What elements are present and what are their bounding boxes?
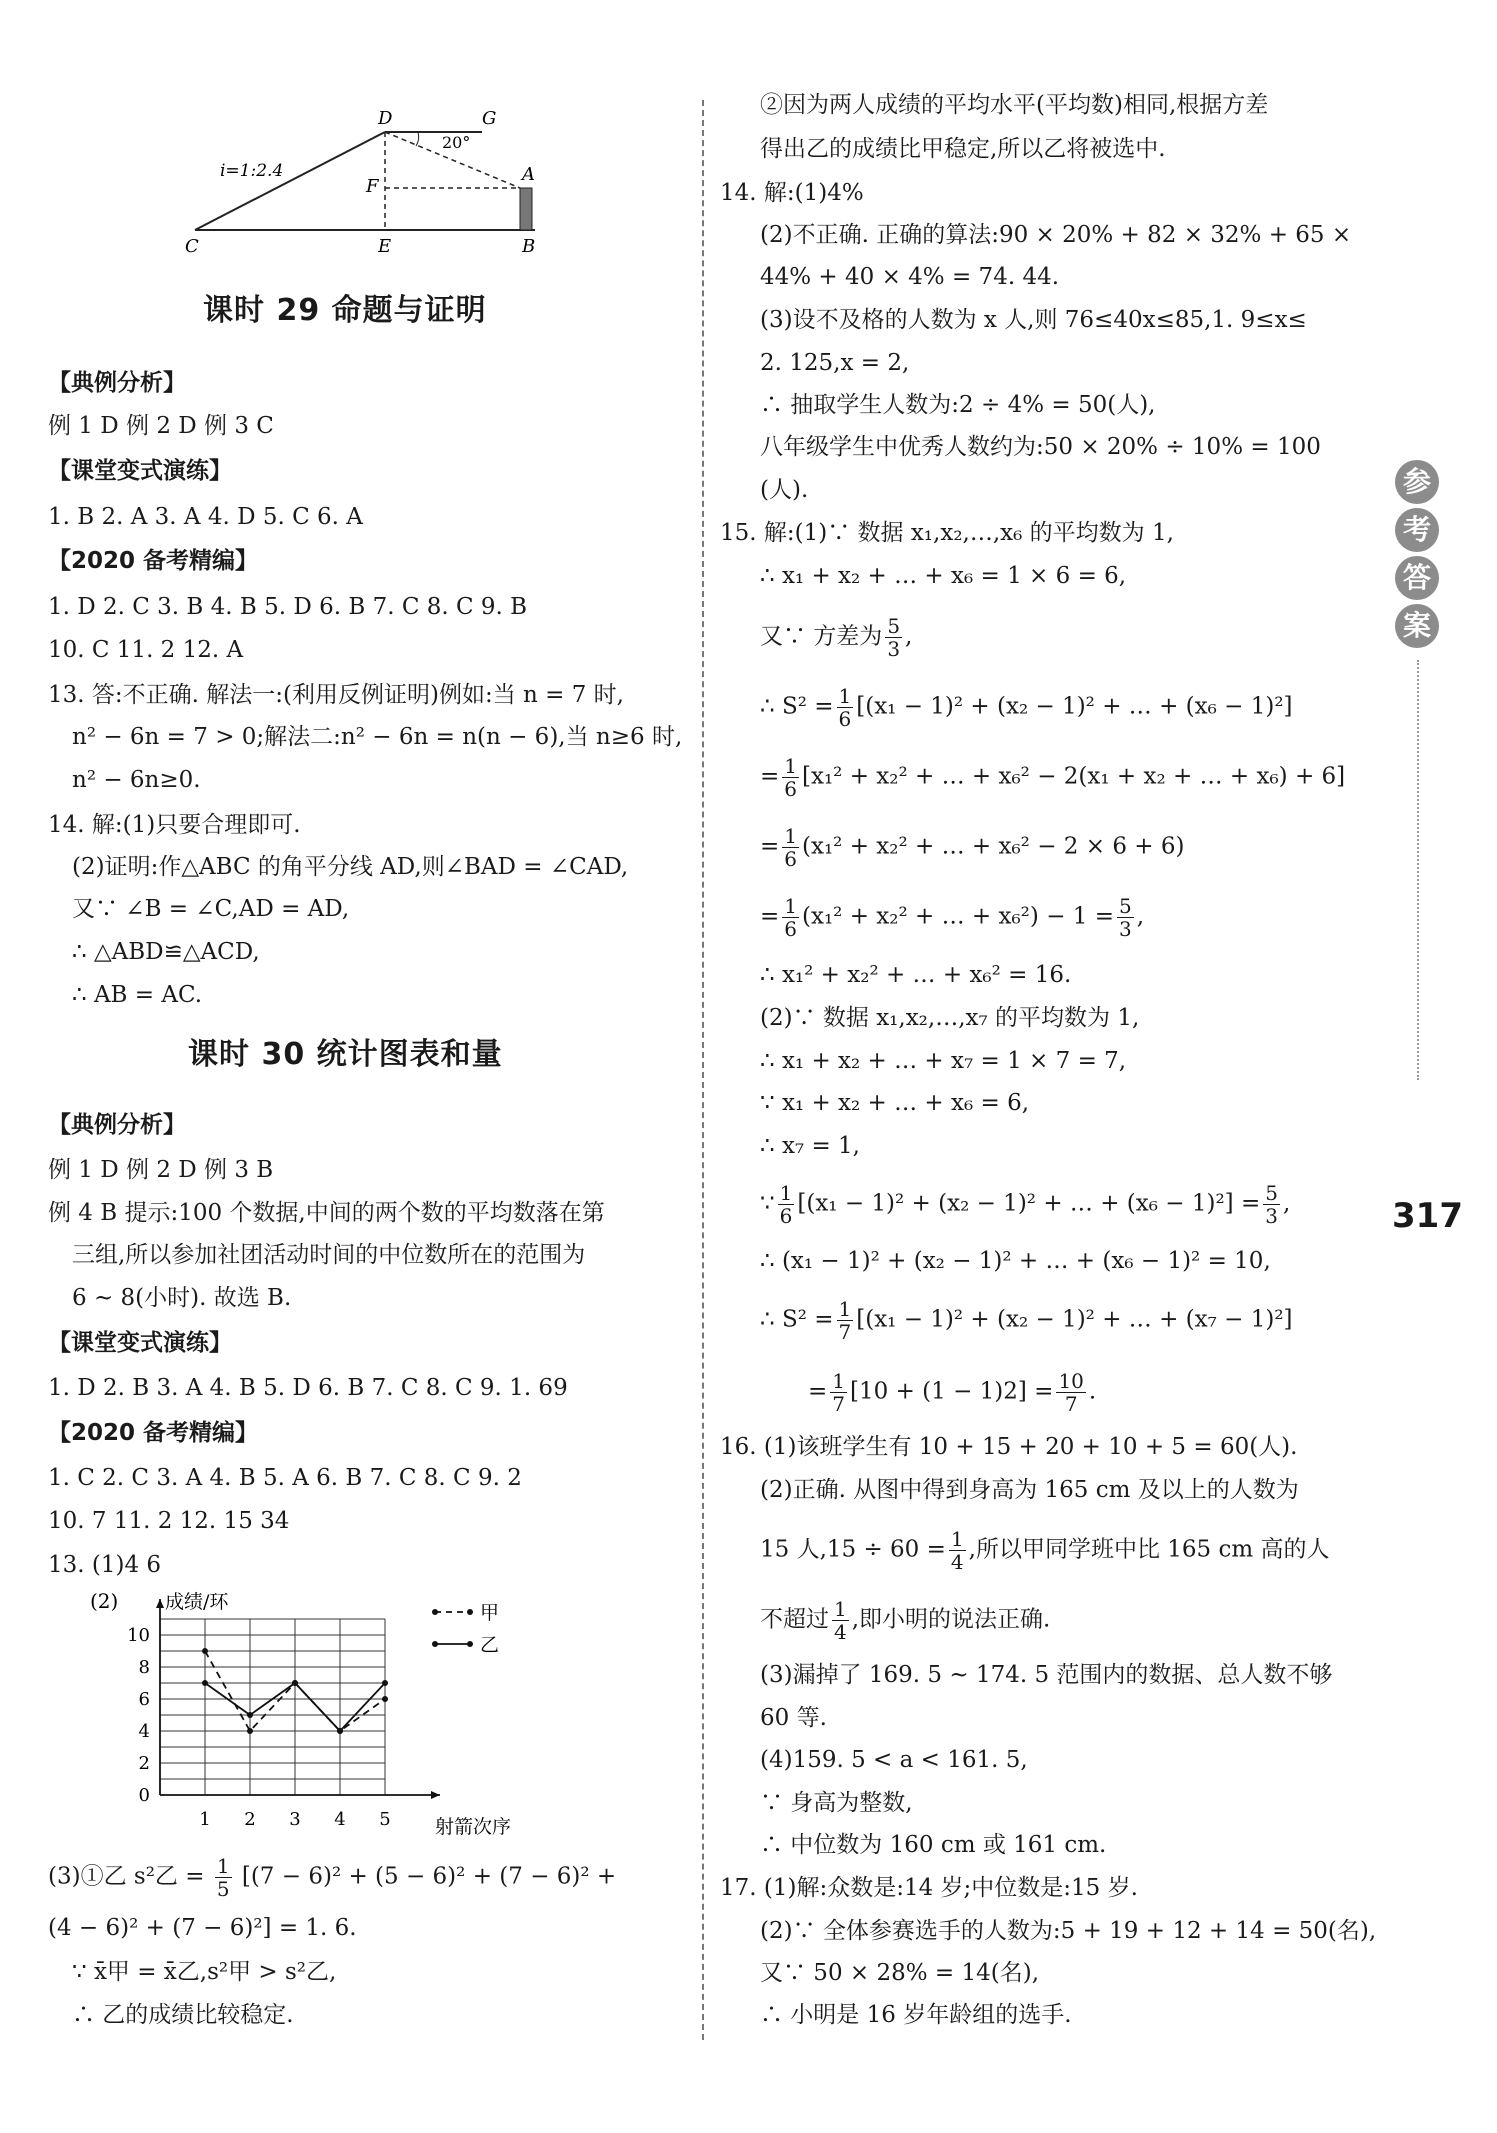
answer-key-tab	[1395, 460, 1447, 652]
answer-line: ∴ S² = $\frac{1}{6}$ [(x₁ − 1)² + (x₂ − 1)² + … + (x₆ − 1)²]	[760, 684, 1293, 731]
answer-line: 不超过 $\frac{1}{4}$ ,即小明的说法正确.	[760, 1597, 1051, 1644]
section-heading: 【课堂变式演练】	[48, 1330, 232, 1356]
answer-line: 1. D 2. C 3. B 4. B 5. D 6. B 7. C 8. C 9. B	[48, 594, 528, 620]
answer-line: (3)①乙 s²乙 = $\frac{1}{5}$ [(7 − 6)² + (5 − 6)² + (7 − 6)² +	[48, 1854, 617, 1901]
fraction: $\frac{5}{3}$	[1119, 894, 1132, 941]
answer-line: ∴ AB = AC.	[72, 982, 203, 1008]
y-axis-label: 成绩/环	[165, 1591, 229, 1613]
answer-line: 1. C 2. C 3. A 4. B 5. A 6. B 7. C 8. C 9. 2	[48, 1465, 522, 1491]
slope-figure	[180, 100, 560, 260]
answer-line: n² − 6n≥0.	[72, 767, 201, 793]
fraction: $\frac{1}{7}$	[838, 1297, 852, 1344]
answer-line: (3)漏掉了 169. 5 ~ 174. 5 范围内的数据、总人数不够	[760, 1662, 1333, 1688]
x-tick-label: 4	[334, 1809, 346, 1830]
answer-line: n² − 6n = 7 > 0;解法二:n² − 6n = n(n − 6),当 n≥6 时,	[72, 724, 683, 750]
tab-dotted-line	[1417, 660, 1419, 1080]
answer-line: 13. 答:不正确. 解法一:(利用反例证明)例如:当 n = 7 时,	[48, 682, 624, 708]
answer-line: 17. (1)解:众数是:14 岁;中位数是:15 岁.	[720, 1875, 1138, 1901]
answer-line: ∴ x₇ = 1,	[760, 1133, 860, 1159]
tab-char: 考	[1395, 508, 1439, 552]
answer-line: 又∵ ∠B = ∠C,AD = AD,	[72, 896, 350, 922]
page-number: 317	[1392, 1196, 1463, 1236]
answer-line: ∴ 抽取学生人数为:2 ÷ 4% = 50(人),	[760, 392, 1156, 418]
answer-line: 60 等.	[760, 1705, 827, 1731]
section-heading: 【典例分析】	[48, 370, 186, 396]
legend-marker	[467, 1641, 473, 1647]
section-heading: 【课堂变式演练】	[48, 458, 232, 484]
answer-line: ∵ x̄甲 = x̄乙,s²甲 > s²乙,	[72, 1959, 337, 1985]
score-line-chart	[80, 1589, 512, 1840]
answer-line: 14. 解:(1)4%	[720, 180, 864, 206]
answer-line: 得出乙的成绩比甲稳定,所以乙将被选中.	[760, 136, 1166, 162]
answer-line: = $\frac{1}{7}$ [10 + (1 − 1)2] = $\frac{10}{7}$ .	[808, 1369, 1097, 1416]
label-A: A	[522, 164, 535, 185]
y-tick-label: 0	[138, 1785, 150, 1806]
x-tick-label: 1	[199, 1809, 211, 1830]
answer-line: 例 1 D 例 2 D 例 3 C	[48, 413, 274, 439]
answer-line: = $\frac{1}{6}$ (x₁² + x₂² + … + x₆²) − 1 = $\frac{5}{3}$ ,	[760, 894, 1145, 941]
fraction: $\frac{1}{4}$	[950, 1527, 964, 1574]
fraction: $\frac{5}{3}$	[887, 614, 901, 661]
label-D: D	[378, 108, 393, 129]
fraction: $\frac{1}{7}$	[832, 1369, 846, 1416]
answer-line: (3)设不及格的人数为 x 人,则 76≤40x≤85,1. 9≤x≤	[760, 307, 1307, 333]
answer-line: 10. 7 11. 2 12. 15 34	[48, 1508, 290, 1534]
answer-line: 1. D 2. B 3. A 4. B 5. D 6. B 7. C 8. C 9. 1. 69	[48, 1375, 568, 1401]
data-point	[202, 1648, 208, 1654]
answer-line: 13. (1)4 6	[48, 1552, 162, 1578]
answer-line: 又∵ 方差为 $\frac{5}{3}$ ,	[760, 614, 913, 661]
data-point	[292, 1680, 298, 1686]
answer-line: 44% + 40 × 4% = 74. 44.	[760, 264, 1060, 290]
fraction: $\frac{1}{6}$	[779, 1181, 793, 1228]
slope-label: i=1:2.4	[220, 161, 284, 181]
data-point	[382, 1680, 388, 1686]
answer-line: (2)不正确. 正确的算法:90 × 20% + 82 × 32% + 65 ×	[760, 222, 1352, 248]
answer-line: ∵ $\frac{1}{6}$ [(x₁ − 1)² + (x₂ − 1)² + … + (x₆ − 1)²] = $\frac{5}{3}$ ,	[760, 1181, 1291, 1228]
answer-line: ∴ 小明是 16 岁年龄组的选手.	[760, 2002, 1072, 2028]
label-F: F	[366, 176, 379, 197]
x-axis-arrow	[431, 1791, 440, 1799]
x-tick-label: 3	[289, 1809, 301, 1830]
tab-char: 答	[1395, 556, 1439, 600]
answer-line: ②因为两人成绩的平均水平(平均数)相同,根据方差	[760, 92, 1269, 118]
answer-line: ∴ S² = $\frac{1}{7}$ [(x₁ − 1)² + (x₂ − 1)² + … + (x₇ − 1)²]	[760, 1297, 1293, 1344]
section-heading: 【典例分析】	[48, 1112, 186, 1138]
y-tick-label: 10	[127, 1625, 150, 1646]
x-tick-label: 2	[244, 1809, 256, 1830]
answer-line: ∴ x₁ + x₂ + … + x₆ = 1 × 6 = 6,	[760, 563, 1127, 589]
answer-line: 三组,所以参加社团活动时间的中位数所在的范围为	[72, 1242, 586, 1268]
data-point	[247, 1712, 253, 1718]
y-tick-label: 6	[138, 1689, 150, 1710]
answer-line: (2)正确. 从图中得到身高为 165 cm 及以上的人数为	[760, 1477, 1299, 1503]
answer-line: ∴ 中位数为 160 cm 或 161 cm.	[760, 1832, 1107, 1858]
legend-label: 乙	[480, 1634, 500, 1656]
answer-line: = $\frac{1}{6}$ (x₁² + x₂² + … + x₆² − 2 × 6 + 6)	[760, 824, 1185, 871]
fraction: $\frac{1}{5}$	[216, 1854, 230, 1901]
answer-line: 16. (1)该班学生有 10 + 15 + 20 + 10 + 5 = 60(人).	[720, 1434, 1298, 1460]
answer-line: 2. 125,x = 2,	[760, 350, 910, 376]
data-point	[382, 1696, 388, 1702]
answer-line: 八年级学生中优秀人数约为:50 × 20% ÷ 10% = 100	[760, 434, 1321, 460]
answer-line: (4)159. 5 < a < 161. 5,	[760, 1747, 1028, 1773]
label-C: C	[185, 236, 199, 257]
answer-line: 又∵ 50 × 28% = 14(名),	[760, 1960, 1040, 1986]
y-tick-label: 4	[138, 1721, 150, 1742]
fraction: $\frac{1}{6}$	[784, 824, 798, 871]
chart-part-label: (2)	[90, 1589, 119, 1613]
answer-line: 例 1 D 例 2 D 例 3 B	[48, 1157, 274, 1183]
fraction: $\frac{10}{7}$	[1058, 1369, 1084, 1416]
lesson30-title: 课时 30 统计图表和量	[188, 1037, 503, 1072]
answer-line: ∴ x₁ + x₂ + … + x₇ = 1 × 7 = 7,	[760, 1048, 1127, 1074]
answer-line: ∵ x₁ + x₂ + … + x₆ = 6,	[760, 1090, 1030, 1116]
answer-line: 例 4 B 提示:100 个数据,中间的两个数的平均数落在第	[48, 1200, 605, 1226]
fraction: $\frac{5}{3}$	[1265, 1181, 1278, 1228]
section-heading: 【2020 备考精编】	[48, 1420, 259, 1446]
answer-line: 10. C 11. 2 12. A	[48, 637, 244, 663]
fraction: $\frac{1}{4}$	[834, 1597, 847, 1644]
legend-marker	[432, 1609, 438, 1615]
y-tick-label: 2	[138, 1753, 150, 1774]
answer-line: 14. 解:(1)只要合理即可.	[48, 812, 301, 838]
answer-line: (2)证明:作△ABC 的角平分线 AD,则∠BAD = ∠CAD,	[72, 854, 629, 880]
answer-line: (2)∵ 数据 x₁,x₂,…,x₇ 的平均数为 1,	[760, 1005, 1140, 1031]
answer-line: 1. B 2. A 3. A 4. D 5. C 6. A	[48, 504, 363, 530]
section-heading: 【2020 备考精编】	[48, 548, 259, 574]
label-G: G	[482, 108, 497, 129]
column-divider	[702, 100, 704, 2040]
x-axis-label: 射箭次序	[435, 1816, 512, 1838]
tab-char: 案	[1395, 604, 1439, 648]
fraction: $\frac{1}{6}$	[784, 894, 798, 941]
answer-line: ∴ (x₁ − 1)² + (x₂ − 1)² + … + (x₆ − 1)² = 10,	[760, 1248, 1271, 1274]
answer-line: (4 − 6)² + (7 − 6)²] = 1. 6.	[48, 1915, 357, 1941]
label-E: E	[378, 236, 392, 257]
legend-marker	[432, 1641, 438, 1647]
data-point	[202, 1680, 208, 1686]
fraction: $\frac{1}{6}$	[838, 684, 852, 731]
answer-line: ∴ 乙的成绩比较稳定.	[72, 2002, 294, 2028]
answer-line: ∴ △ABD≌△ACD,	[72, 939, 260, 965]
answer-line: 6 ~ 8(小时). 故选 B.	[72, 1285, 292, 1311]
y-tick-label: 8	[138, 1657, 150, 1678]
answer-line: ∴ x₁² + x₂² + … + x₆² = 16.	[760, 962, 1072, 988]
data-point	[247, 1728, 253, 1734]
answer-line: 15 人,15 ÷ 60 = $\frac{1}{4}$ ,所以甲同学班中比 165 cm 高的人	[760, 1527, 1330, 1574]
answer-line: ∵ 身高为整数,	[760, 1790, 913, 1816]
data-point	[337, 1728, 343, 1734]
legend-marker	[467, 1609, 473, 1615]
tab-char: 参	[1395, 460, 1439, 504]
answer-line: (2)∵ 全体参赛选手的人数为:5 + 19 + 12 + 14 = 50(名),	[760, 1918, 1377, 1944]
angle-label: 20°	[442, 133, 471, 152]
y-axis-arrow	[156, 1599, 164, 1608]
answer-line: 15. 解:(1)∵ 数据 x₁,x₂,…,x₆ 的平均数为 1,	[720, 520, 1174, 546]
lesson29-title: 课时 29 命题与证明	[203, 293, 487, 328]
answer-line: (人).	[760, 477, 809, 503]
label-B: B	[522, 236, 536, 257]
x-tick-label: 5	[379, 1809, 391, 1830]
answer-line: = $\frac{1}{6}$ [x₁² + x₂² + … + x₆² − 2(x₁ + x₂ + … + x₆) + 6]	[760, 754, 1346, 801]
fraction: $\frac{1}{6}$	[784, 754, 798, 801]
legend-label: 甲	[480, 1602, 500, 1624]
